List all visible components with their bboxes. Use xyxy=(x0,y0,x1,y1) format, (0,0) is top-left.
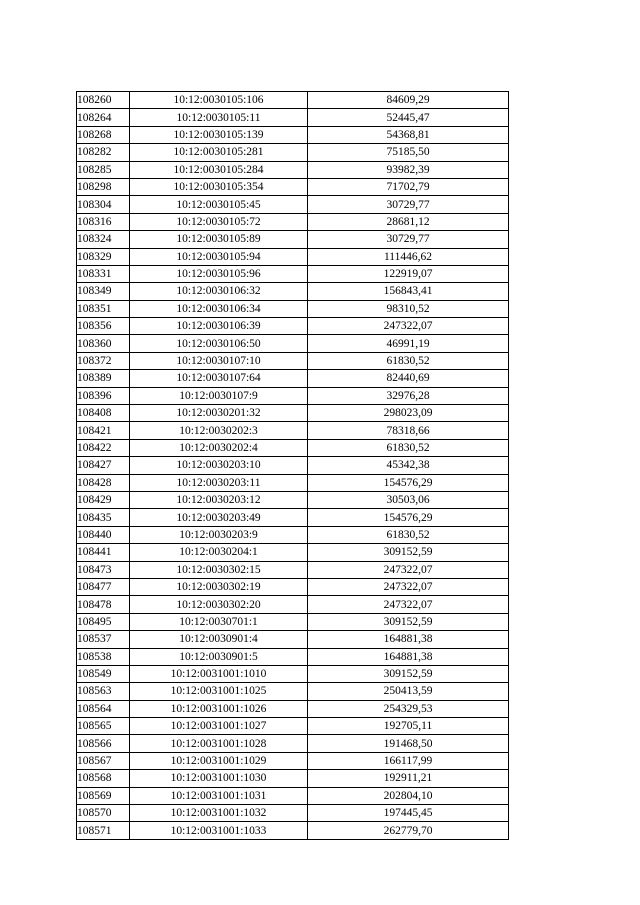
cadastral-number-cell: 10:12:0030203:11 xyxy=(130,474,308,491)
row-id-cell: 108565 xyxy=(77,718,130,735)
row-id-cell: 108440 xyxy=(77,526,130,543)
table-row xyxy=(77,700,509,717)
cadastral-number-cell: 10:12:0031001:1026 xyxy=(130,700,308,717)
cadastral-number-cell: 10:12:0031001:1028 xyxy=(130,735,308,752)
table-row xyxy=(77,109,509,126)
row-id-cell: 108477 xyxy=(77,578,130,595)
cadastral-number-cell: 10:12:0030105:45 xyxy=(130,196,308,213)
table-row xyxy=(77,439,509,456)
cadastral-number-cell: 10:12:0030106:34 xyxy=(130,300,308,317)
cadastral-number-cell: 10:12:0030302:20 xyxy=(130,596,308,613)
value-cell: 202804,10 xyxy=(308,787,509,804)
row-id-cell: 108349 xyxy=(77,283,130,300)
row-id-cell: 108304 xyxy=(77,196,130,213)
cadastral-number-cell: 10:12:0031001:1033 xyxy=(130,822,308,839)
row-id-cell: 108549 xyxy=(77,665,130,682)
cadastral-number-cell: 10:12:0030203:12 xyxy=(130,491,308,508)
row-id-cell: 108428 xyxy=(77,474,130,491)
row-id-cell: 108298 xyxy=(77,178,130,195)
cadastral-number-cell: 10:12:0030107:64 xyxy=(130,370,308,387)
table-row xyxy=(77,178,509,195)
table-row xyxy=(77,752,509,769)
cadastral-number-cell: 10:12:0030202:4 xyxy=(130,439,308,456)
table-row xyxy=(77,509,509,526)
cadastral-number-cell: 10:12:0030106:50 xyxy=(130,335,308,352)
cadastral-number-cell: 10:12:0030107:9 xyxy=(130,387,308,404)
table-row xyxy=(77,578,509,595)
value-cell: 166117,99 xyxy=(308,752,509,769)
value-cell: 309152,59 xyxy=(308,544,509,561)
row-id-cell: 108427 xyxy=(77,457,130,474)
value-cell: 82440,69 xyxy=(308,370,509,387)
value-cell: 154576,29 xyxy=(308,474,509,491)
row-id-cell: 108478 xyxy=(77,596,130,613)
value-cell: 309152,59 xyxy=(308,665,509,682)
row-id-cell: 108421 xyxy=(77,422,130,439)
row-id-cell: 108568 xyxy=(77,770,130,787)
row-id-cell: 108570 xyxy=(77,805,130,822)
cadastral-number-cell: 10:12:0030302:19 xyxy=(130,578,308,595)
table-row xyxy=(77,718,509,735)
value-cell: 192911,21 xyxy=(308,770,509,787)
cadastral-number-cell: 10:12:0031001:1010 xyxy=(130,665,308,682)
cadastral-number-cell: 10:12:0030901:4 xyxy=(130,631,308,648)
cadastral-number-cell: 10:12:0030105:89 xyxy=(130,231,308,248)
cadastral-number-cell: 10:12:0030107:10 xyxy=(130,352,308,369)
cadastral-number-cell: 10:12:0030105:281 xyxy=(130,144,308,161)
value-cell: 262779,70 xyxy=(308,822,509,839)
cadastral-number-cell: 10:12:0030302:15 xyxy=(130,561,308,578)
table-row xyxy=(77,787,509,804)
table-row xyxy=(77,665,509,682)
row-id-cell: 108356 xyxy=(77,318,130,335)
value-cell: 61830,52 xyxy=(308,352,509,369)
value-cell: 111446,62 xyxy=(308,248,509,265)
value-cell: 78318,66 xyxy=(308,422,509,439)
value-cell: 84609,29 xyxy=(308,92,509,109)
value-cell: 98310,52 xyxy=(308,300,509,317)
value-cell: 52445,47 xyxy=(308,109,509,126)
row-id-cell: 108372 xyxy=(77,352,130,369)
data-table xyxy=(76,91,509,840)
table-row xyxy=(77,300,509,317)
row-id-cell: 108429 xyxy=(77,491,130,508)
cadastral-number-cell: 10:12:0030202:3 xyxy=(130,422,308,439)
cadastral-number-cell: 10:12:0030105:11 xyxy=(130,109,308,126)
table-row xyxy=(77,561,509,578)
cadastral-number-cell: 10:12:0030203:49 xyxy=(130,509,308,526)
row-id-cell: 108564 xyxy=(77,700,130,717)
row-id-cell: 108360 xyxy=(77,335,130,352)
value-cell: 156843,41 xyxy=(308,283,509,300)
row-id-cell: 108329 xyxy=(77,248,130,265)
row-id-cell: 108537 xyxy=(77,631,130,648)
table-row xyxy=(77,544,509,561)
row-id-cell: 108563 xyxy=(77,683,130,700)
table-row xyxy=(77,283,509,300)
cadastral-number-cell: 10:12:0031001:1032 xyxy=(130,805,308,822)
table-row xyxy=(77,770,509,787)
row-id-cell: 108268 xyxy=(77,126,130,143)
value-cell: 247322,07 xyxy=(308,561,509,578)
cadastral-number-cell: 10:12:0031001:1031 xyxy=(130,787,308,804)
value-cell: 197445,45 xyxy=(308,805,509,822)
row-id-cell: 108282 xyxy=(77,144,130,161)
cadastral-number-cell: 10:12:0030106:39 xyxy=(130,318,308,335)
table-row xyxy=(77,126,509,143)
value-cell: 30729,77 xyxy=(308,231,509,248)
value-cell: 54368,81 xyxy=(308,126,509,143)
cadastral-number-cell: 10:12:0030105:96 xyxy=(130,265,308,282)
table-row xyxy=(77,248,509,265)
value-cell: 298023,09 xyxy=(308,405,509,422)
table-row xyxy=(77,422,509,439)
value-cell: 32976,28 xyxy=(308,387,509,404)
value-cell: 154576,29 xyxy=(308,509,509,526)
row-id-cell: 108324 xyxy=(77,231,130,248)
table-row xyxy=(77,491,509,508)
value-cell: 61830,52 xyxy=(308,526,509,543)
row-id-cell: 108285 xyxy=(77,161,130,178)
cadastral-number-cell: 10:12:0030201:32 xyxy=(130,405,308,422)
row-id-cell: 108566 xyxy=(77,735,130,752)
row-id-cell: 108422 xyxy=(77,439,130,456)
value-cell: 164881,38 xyxy=(308,631,509,648)
table-row xyxy=(77,318,509,335)
cadastral-number-cell: 10:12:0030105:106 xyxy=(130,92,308,109)
value-cell: 164881,38 xyxy=(308,648,509,665)
row-id-cell: 108538 xyxy=(77,648,130,665)
table-row xyxy=(77,196,509,213)
cadastral-number-cell: 10:12:0030204:1 xyxy=(130,544,308,561)
cadastral-number-cell: 10:12:0030203:10 xyxy=(130,457,308,474)
row-id-cell: 108435 xyxy=(77,509,130,526)
cadastral-number-cell: 10:12:0030105:139 xyxy=(130,126,308,143)
row-id-cell: 108571 xyxy=(77,822,130,839)
value-cell: 309152,59 xyxy=(308,613,509,630)
value-cell: 191468,50 xyxy=(308,735,509,752)
table-row xyxy=(77,144,509,161)
value-cell: 254329,53 xyxy=(308,700,509,717)
cadastral-number-cell: 10:12:0030105:72 xyxy=(130,213,308,230)
row-id-cell: 108495 xyxy=(77,613,130,630)
row-id-cell: 108567 xyxy=(77,752,130,769)
row-id-cell: 108316 xyxy=(77,213,130,230)
cadastral-number-cell: 10:12:0030203:9 xyxy=(130,526,308,543)
cadastral-number-cell: 10:12:0030701:1 xyxy=(130,613,308,630)
row-id-cell: 108408 xyxy=(77,405,130,422)
value-cell: 30503,06 xyxy=(308,491,509,508)
table-row xyxy=(77,265,509,282)
cadastral-number-cell: 10:12:0030901:5 xyxy=(130,648,308,665)
table-row xyxy=(77,596,509,613)
row-id-cell: 108389 xyxy=(77,370,130,387)
cadastral-number-cell: 10:12:0030105:354 xyxy=(130,178,308,195)
row-id-cell: 108473 xyxy=(77,561,130,578)
table-row xyxy=(77,370,509,387)
table-row xyxy=(77,231,509,248)
table-row xyxy=(77,474,509,491)
cadastral-number-cell: 10:12:0030105:94 xyxy=(130,248,308,265)
value-cell: 71702,79 xyxy=(308,178,509,195)
table-row xyxy=(77,526,509,543)
row-id-cell: 108351 xyxy=(77,300,130,317)
table-row xyxy=(77,648,509,665)
value-cell: 247322,07 xyxy=(308,578,509,595)
table-row xyxy=(77,613,509,630)
value-cell: 30729,77 xyxy=(308,196,509,213)
table-row xyxy=(77,822,509,839)
value-cell: 61830,52 xyxy=(308,439,509,456)
value-cell: 75185,50 xyxy=(308,144,509,161)
row-id-cell: 108264 xyxy=(77,109,130,126)
table-row xyxy=(77,735,509,752)
cadastral-number-cell: 10:12:0030106:32 xyxy=(130,283,308,300)
table-row xyxy=(77,631,509,648)
value-cell: 250413,59 xyxy=(308,683,509,700)
table-row xyxy=(77,683,509,700)
value-cell: 122919,07 xyxy=(308,265,509,282)
table-row xyxy=(77,805,509,822)
table-row xyxy=(77,387,509,404)
table-row xyxy=(77,161,509,178)
row-id-cell: 108396 xyxy=(77,387,130,404)
row-id-cell: 108569 xyxy=(77,787,130,804)
value-cell: 45342,38 xyxy=(308,457,509,474)
table-body xyxy=(77,92,509,840)
table-row xyxy=(77,335,509,352)
row-id-cell: 108331 xyxy=(77,265,130,282)
table-row xyxy=(77,213,509,230)
value-cell: 46991,19 xyxy=(308,335,509,352)
table-row xyxy=(77,352,509,369)
row-id-cell: 108441 xyxy=(77,544,130,561)
cadastral-number-cell: 10:12:0031001:1030 xyxy=(130,770,308,787)
value-cell: 192705,11 xyxy=(308,718,509,735)
value-cell: 247322,07 xyxy=(308,318,509,335)
value-cell: 28681,12 xyxy=(308,213,509,230)
cadastral-number-cell: 10:12:0031001:1029 xyxy=(130,752,308,769)
table-row xyxy=(77,457,509,474)
value-cell: 93982,39 xyxy=(308,161,509,178)
cadastral-number-cell: 10:12:0030105:284 xyxy=(130,161,308,178)
table-row xyxy=(77,405,509,422)
cadastral-number-cell: 10:12:0031001:1025 xyxy=(130,683,308,700)
row-id-cell: 108260 xyxy=(77,92,130,109)
table-row xyxy=(77,92,509,109)
cadastral-number-cell: 10:12:0031001:1027 xyxy=(130,718,308,735)
value-cell: 247322,07 xyxy=(308,596,509,613)
